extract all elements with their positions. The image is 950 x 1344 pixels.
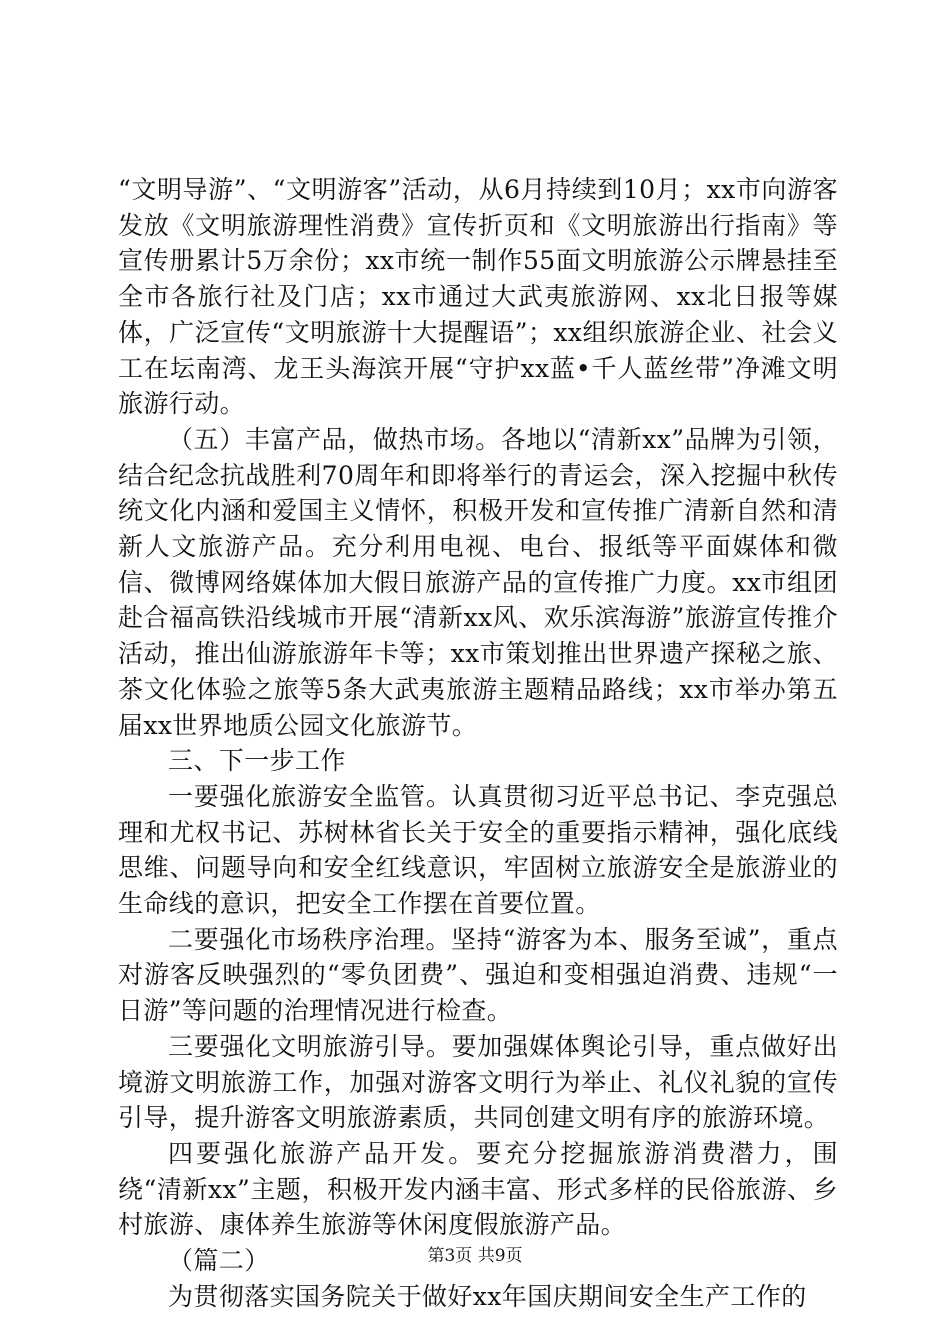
paragraph-wenming-activities: “文明导游”、“文明游客”活动，从6月持续到10月；xx市向游客发放《文明旅游理性消费》宣传折页和《文明旅游出行指南》等宣传册累计5万余份；xx市统一制作55面文明旅游公示牌悬挂至全市各旅行社及门店；xx市通过大武夷旅游网、xx北日报等媒体，广泛宣传“文明旅游十大提醒语”；xx组织旅游企业、社会义工在坛南湾、龙王头海滨开展“守护xx蓝•千人蓝丝带”净滩文明旅游行动。 xyxy=(118,175,838,419)
paragraph-item-one: 一要强化旅游安全监管。认真贯彻习近平总书记、李克强总理和尤权书记、苏树林省长关于安全的重要指示精神，强化底线思维、问题导向和安全红线意识，牢固树立旅游安全是旅游业的生命线的意识，把安全工作摆在首要位置。 xyxy=(118,781,838,919)
paragraph-section-five: （五）丰富产品，做热市场。各地以“清新xx”品牌为引领，结合纪念抗战胜利70周年和即将举行的青运会，深入挖掘中秋传统文化内涵和爱国主义情怀，积极开发和宣传推广清新自然和清新人文旅游产品。充分利用电视、电台、报纸等平面媒体和微信、微博网络媒体加大假日旅游产品的宣传推广力度。xx市组团赴合福高铁沿线城市开展“清新xx风、欢乐滨海游”旅游宣传推介活动，推出仙游旅游年卡等；xx市策划推出世界遗产探秘之旅、茶文化体验之旅等5条大武夷旅游主题精品路线；xx市举办第五届xx世界地质公园文化旅游节。 xyxy=(118,424,838,740)
paragraph-item-three: 三要强化文明旅游引导。要加强媒体舆论引导，重点做好出境游文明旅游工作，加强对游客文明行为举止、礼仪礼貌的宣传引导，提升游客文明旅游素质，共同创建文明有序的旅游环境。 xyxy=(118,1031,838,1133)
paragraph-part-two-intro: 为贯彻落实国务院关于做好xx年国庆期间安全生产工作的 xyxy=(168,1281,807,1311)
document-body xyxy=(118,172,838,1315)
paragraph-item-two: 二要强化市场秩序治理。坚持“游客为本、服务至诚”，重点对游客反映强烈的“零负团费”、强迫和变相强迫消费、违规“一日游”等问题的治理情况进行检查。 xyxy=(118,924,838,1026)
page-footer: 第3页 共9页 xyxy=(427,1246,523,1266)
paragraph-item-four: 四要强化旅游产品开发。要充分挖掘旅游消费潜力，围绕“清新xx”主题，积极开发内涵丰富、形式多样的民俗旅游、乡村旅游、康体养生旅游等休闲度假旅游产品。 xyxy=(118,1138,838,1240)
heading-next-steps: 三、下一步工作 xyxy=(168,746,346,776)
heading-part-two: （篇二） xyxy=(168,1246,270,1276)
